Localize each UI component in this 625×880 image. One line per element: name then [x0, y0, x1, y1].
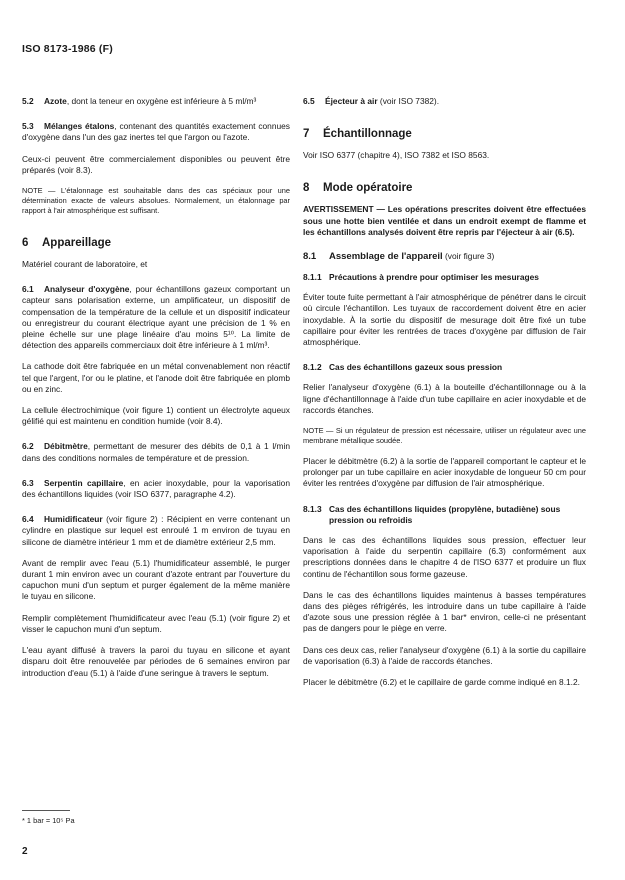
section-8-heading: 8 Mode opératoire — [303, 182, 413, 195]
section-8-1-3-para2: Dans le cas des échantillons liquides maintenus à basses températures dans des pièges réfrigérés, les introduire dans un tube capillaire à l'aide d'azote sous une pression réglée à 1 bar* environ, celle-ci ne présentant pas de dangers pour le piège en verre. — [303, 589, 586, 634]
page-number: 2 — [22, 846, 28, 857]
section-6-1-para3: La cellule électrochimique (voir figure 1) contient un électrolyte aqueux gélifié qui est maintenu en condition humide (voir 8.4). — [22, 405, 290, 427]
left-column — [22, 96, 290, 689]
section-8-1-1-heading: 8.1.1 Précautions à prendre pour optimiser les mesurages — [303, 272, 539, 283]
section-5-3: 5.3 Mélanges étalons, contenant des quantités exactement connues d'oxygène dans l'un des gaz inertes tel que l'argon ou l'azote. — [22, 121, 290, 143]
page-header: ISO 8173-1986 (F) — [22, 43, 113, 55]
section-5-2: 5.2 Azote, dont la teneur en oxygène est inférieure à 5 ml/m³ — [22, 96, 257, 106]
section-8-1-2-text: Relier l'analyseur d'oxygène (6.1) à la bouteille d'échantillonnage ou à la ligne d'échantillonnage à l'aide d'un tube capillaire en acier inoxydable et de raccords étanches. — [303, 382, 586, 415]
section-8-1-3-para4: Placer le débitmètre (6.2) et le capillaire de garde comme indiqué en 8.1.2. — [303, 677, 580, 688]
section-6-4-para2: Avant de remplir avec l'eau (5.1) l'humidificateur assemblé, le purger durant 1 min environ avec un courant d'azote entrant par l'ouverture du capuchon muni d'un septum et purger également de la même manière le tuyau en silicone. — [22, 557, 290, 602]
section-6-1-para2: La cathode doit être fabriquée en un métal convenablement non réactif tel que l'argent, l'or ou le platine, et l'anode doit être fabriquée en plomb ou en zinc. — [22, 361, 290, 394]
section-6-5: 6.5 Éjecteur à air (voir ISO 7382). — [303, 96, 440, 106]
section-6-4-para4: L'eau ayant diffusé à travers la paroi du tuyau en silicone et ayant disparu doit être renouvelée par périodes de 6 semaines environ par introduction d'eau (5.1) à l'aide d'une seringue à travers le septum. — [22, 645, 290, 678]
section-5-3-para2: Ceux-ci peuvent être commercialement disponibles ou peuvent être préparés (voir 8.3). — [22, 153, 290, 175]
section-6-heading: 6 Appareillage — [22, 237, 112, 250]
section-8-1-2-note: NOTE — Si un régulateur de pression est nécessaire, utiliser un régulateur avec une membrane métallique soudée. — [303, 426, 586, 446]
section-7-heading: 7 Échantillonnage — [303, 128, 412, 141]
section-6-2: 6.2 Débitmètre, permettant de mesurer des débits de 0,1 à 1 l/min dans des conditions normales de température et de pression. — [22, 441, 290, 463]
section-6-4-para3: Remplir complètement l'humidificateur avec l'eau (5.1) (voir figure 2) et visser le capuchon muni d'un septum. — [22, 612, 290, 634]
footnote-divider — [22, 810, 70, 811]
section-6-4: 6.4 Humidificateur (voir figure 2) : Récipient en verre contenant un cylindre en plastique sur lequel est enroulé 1 m environ de tuyau en silicone de diamètre intérieur 1 mm et de diamètre extérieur 2,5 mm. — [22, 514, 290, 547]
section-8-1-1-text: Éviter toute fuite permettant à l'air atmosphérique de pénétrer dans le circuit où circule l'échantillon. Les tuyaux de raccordement doivent être en acier inoxydable. À la sortie du dispositif de mesurage doit être fixé un tube capillaire pour éviter les rentrées de traces d'oxygène par diffusion de l'air atmosphérique. — [303, 292, 586, 348]
section-8-1-heading: 8.1 Assemblage de l'appareil (voir figure 3) — [303, 251, 495, 263]
section-8-1-2-para2: Placer le débitmètre (6.2) à la sortie de l'appareil comportant le capteur et le prolonger par un tube capillaire en acier inoxydable de longueur 50 cm pour éviter les rentrées d'oxygène par diffusion de l'air atmosphérique. — [303, 456, 586, 489]
section-6-3: 6.3 Serpentin capillaire, en acier inoxydable, pour la vaporisation des échantillons liquides (voir ISO 6377, paragraphe 4.2). — [22, 477, 290, 500]
section-8-1-3-text: Dans le cas des échantillons liquides sous pression, effectuer leur vaporisation à l'aide du serpentin capillaire (6.3) conformément aux prescriptions données dans le chapitre 4 de l'ISO 6377 et produire un flux continu de l'échantillon sous forme gazeuse. — [303, 535, 586, 579]
right-column — [303, 96, 586, 698]
footnote: * 1 bar = 10⁵ Pa — [22, 816, 75, 825]
section-8-1-3-para3: Dans ces deux cas, relier l'analyseur d'oxygène (6.1) à la sortie du capillaire de vaporisation (6.3) à l'aide de raccords étanches. — [303, 644, 586, 666]
section-7-text: Voir ISO 6377 (chapitre 4), ISO 7382 et ISO 8563. — [303, 150, 490, 161]
section-8-1-3-heading: 8.1.3 Cas des échantillons liquides (propylène, butadiène) sous pression ou refroidis — [303, 503, 561, 525]
section-5-3-note: NOTE — L'étalonnage est souhaitable dans des cas spéciaux pour une détermination exacte de valeurs absolues. Normalement, un étalonnage par rapport à l'air atmosphérique est suffisant. — [22, 186, 290, 216]
section-8-1-2-heading: 8.1.2 Cas des échantillons gazeux sous pression — [303, 362, 503, 373]
warning-text: AVERTISSEMENT — Les opérations prescrites doivent être effectuées sous une hotte bien ventilée et dans un endroit exempt de flamme et les échantillons analysés doivent être repris par l'éjecteur à air (6.5). — [303, 204, 586, 237]
section-6-intro: Matériel courant de laboratoire, et — [22, 259, 148, 270]
section-6-1: 6.1 Analyseur d'oxygène, pour échantillons gazeux comportant un capteur sans polarisation externe, un amplificateur, un dispositif de compensation de la température de la cellule et un dispositif indicateur ou enregistreur du courant électrique ayant une précision de 1 % en pleine échelle sur une plage linéaire d'au moins 5¹⁰. La limite de détection des appareils commerciaux doit être inférieure à 1 ml/m³. — [22, 284, 290, 351]
